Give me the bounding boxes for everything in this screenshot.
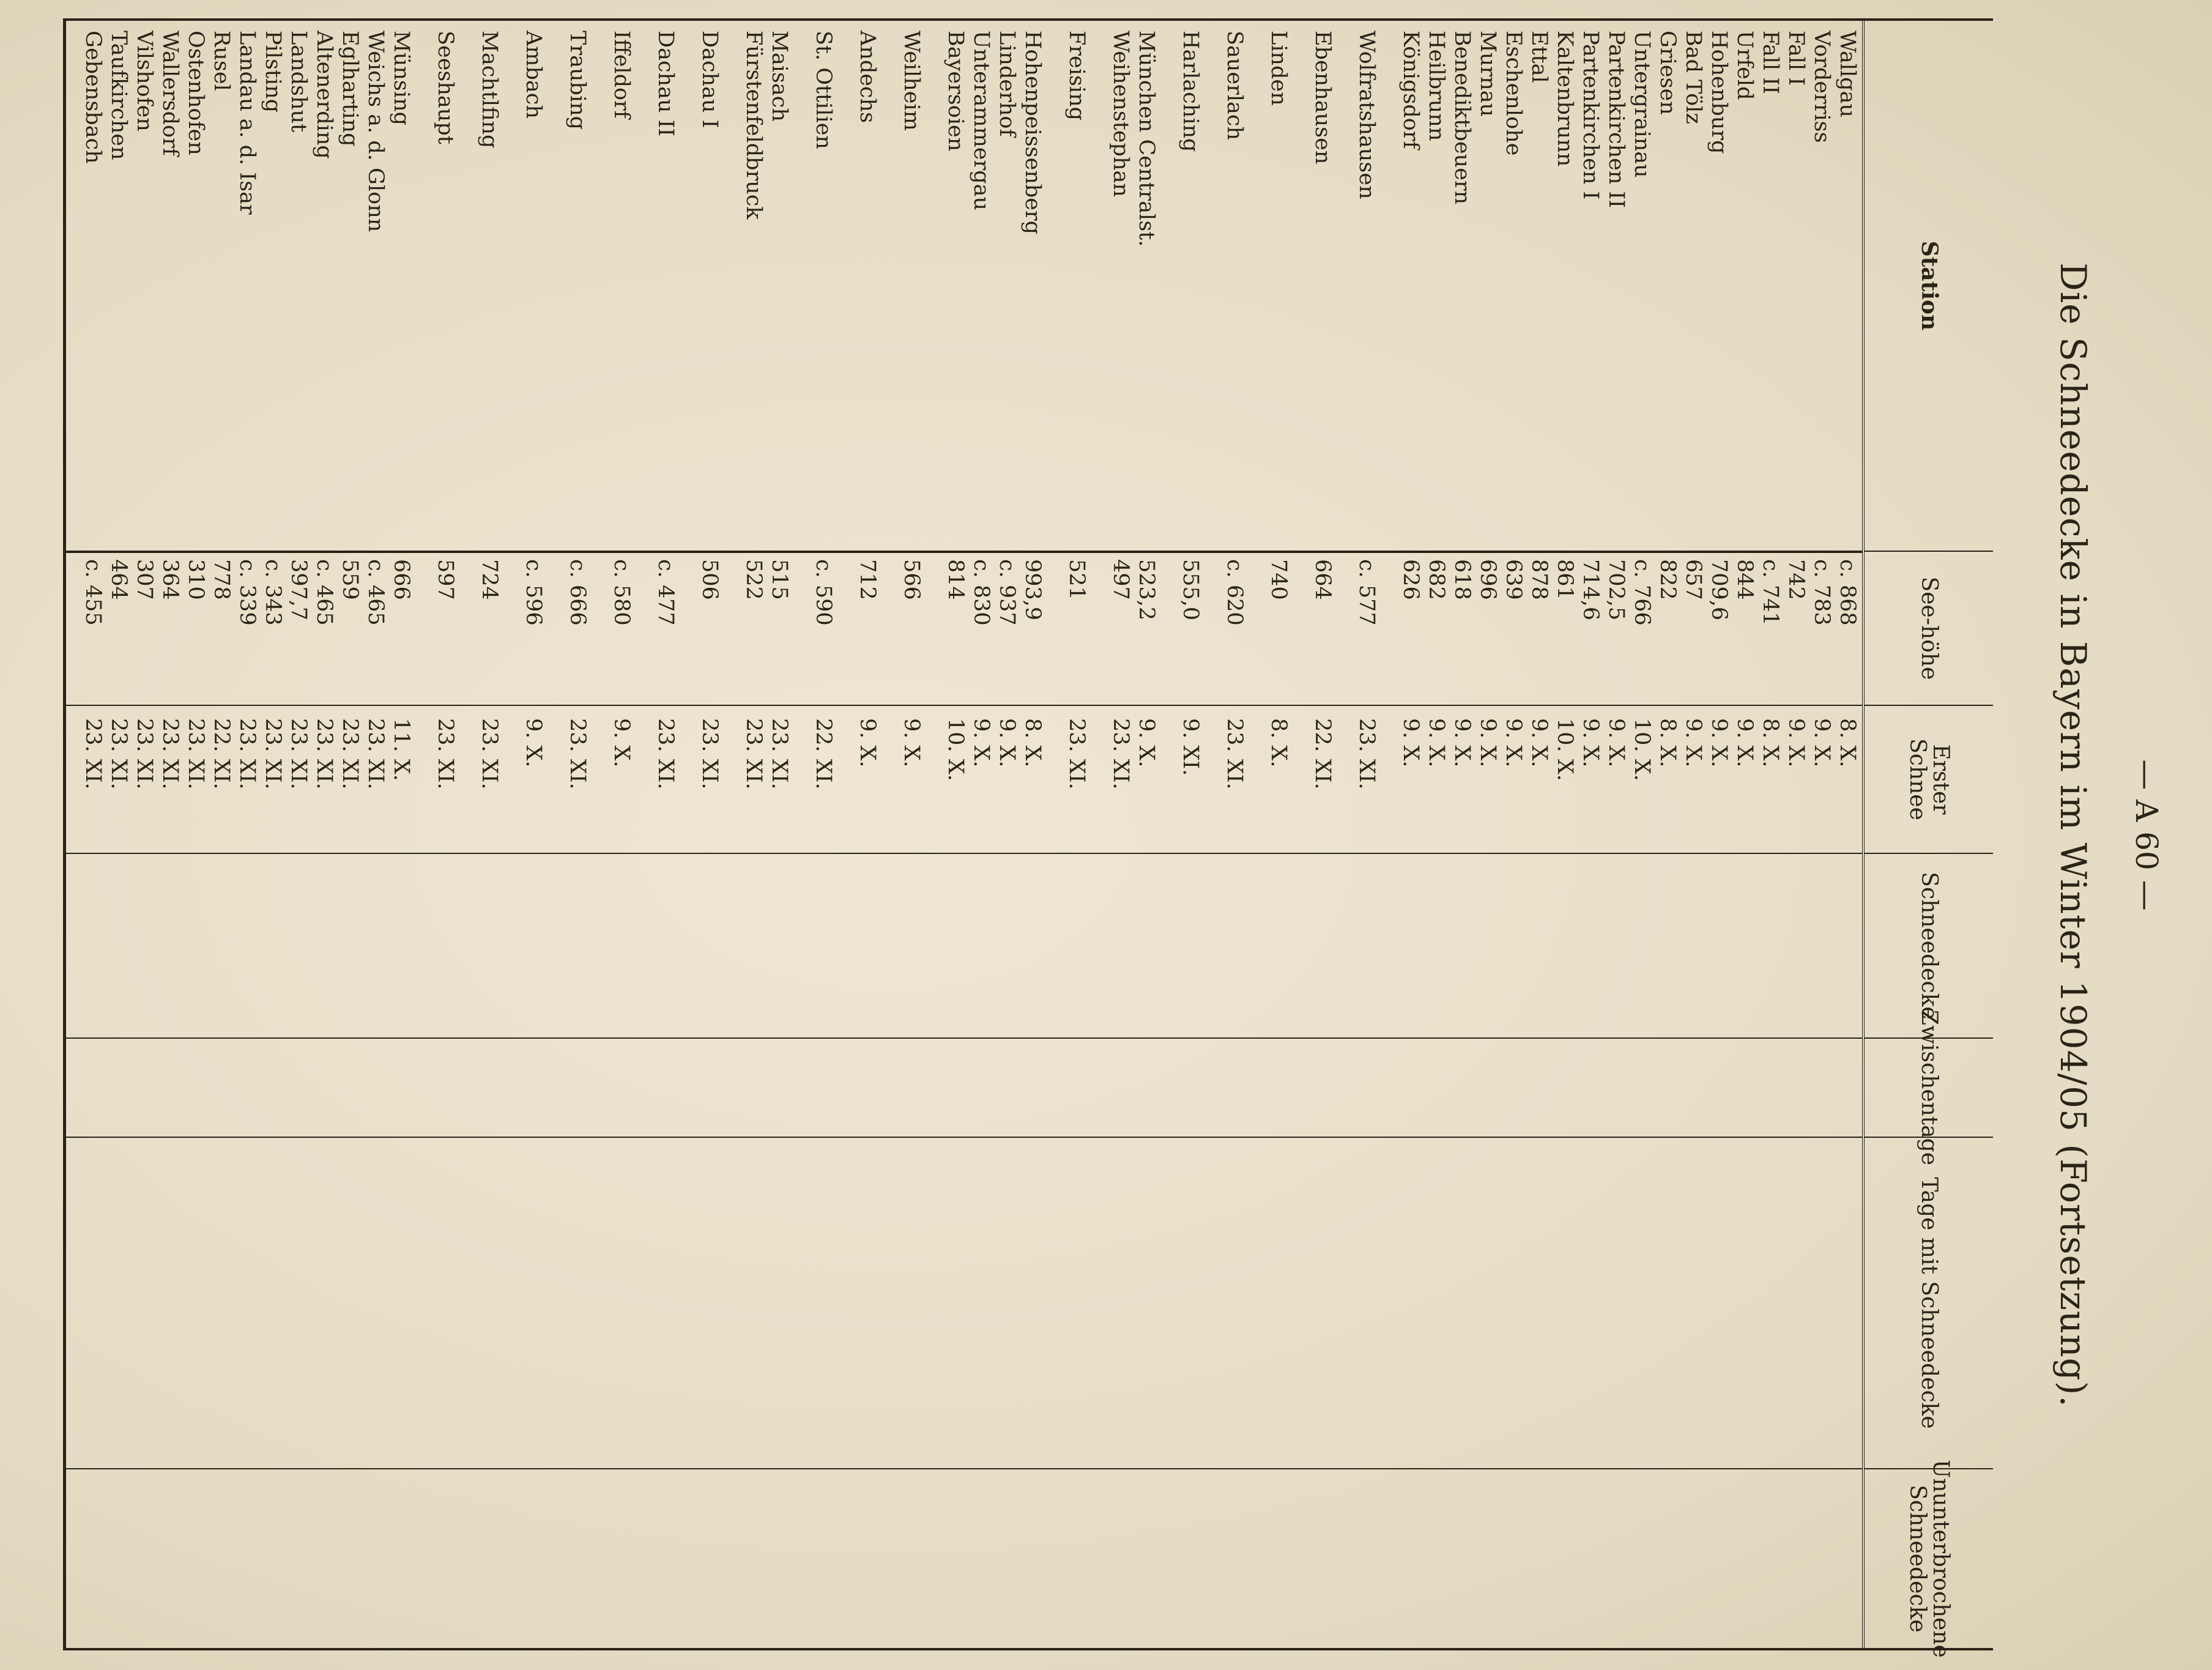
station-altitude: 639	[1501, 559, 1526, 600]
table-row	[900, 21, 926, 1648]
station-altitude: 464	[106, 559, 131, 600]
first-snow-date: 9. X.	[1732, 718, 1757, 768]
first-snow-date: 23. XI.	[433, 718, 458, 790]
table-row	[1759, 21, 1785, 1648]
first-snow-date: 9. X.	[1527, 718, 1551, 768]
station-altitude: c. 580	[609, 559, 634, 626]
station-name: Seeshaupt	[433, 31, 458, 144]
first-snow-date: 9. X.	[1784, 718, 1808, 768]
station-altitude: c. 465	[363, 559, 388, 626]
table-row	[262, 21, 288, 1648]
station-name: Landau a. d. Isar	[235, 31, 259, 215]
station-altitude: 559	[338, 559, 362, 600]
first-snow-date: 9. X.	[995, 718, 1019, 768]
station-name: Königsdorf	[1398, 31, 1423, 149]
first-snow-date: 10. X.	[943, 718, 968, 781]
station-name: Fall II	[1758, 31, 1783, 94]
station-name: Altenerding	[312, 31, 336, 159]
table-row	[504, 21, 522, 1648]
first-snow-date: 23. XI.	[184, 718, 208, 790]
header-uninterrupted: Ununterbrochene Schneedecke	[1905, 1460, 1953, 1658]
first-snow-date: 23. XI.	[286, 718, 311, 790]
table-row	[1249, 21, 1267, 1648]
table-row	[1605, 21, 1631, 1648]
station-altitude: 993,9	[1020, 559, 1045, 621]
table-body	[82, 21, 1862, 1648]
first-snow-date: 23. XI.	[338, 718, 362, 790]
table-row	[1631, 21, 1657, 1648]
station-altitude: 666	[389, 559, 414, 600]
table-row	[724, 21, 743, 1648]
first-snow-date: 9. X.	[855, 718, 880, 768]
station-name: Murnau	[1475, 31, 1500, 117]
table-row	[1223, 21, 1249, 1648]
station-name: Bayersoien	[943, 31, 968, 152]
table-row	[1425, 21, 1451, 1648]
table-row	[1554, 21, 1579, 1648]
table-row	[1267, 21, 1293, 1648]
first-snow-date: 9. X.	[1604, 718, 1628, 768]
table-row	[390, 21, 416, 1648]
header-snow-cover: Schneedecke	[1865, 854, 1993, 1039]
header-station: Station	[1865, 21, 1993, 552]
station-altitude: 657	[1681, 559, 1705, 600]
station-name: Vilshofen	[132, 31, 157, 132]
station-altitude: 702,5	[1604, 559, 1628, 621]
station-name: Weichs a. d. Glonn	[363, 31, 388, 232]
station-altitude: c. 339	[235, 559, 259, 626]
station-altitude: 682	[1424, 559, 1449, 600]
first-snow-date: 23. XI.	[158, 718, 182, 790]
station-name: Freising	[1064, 31, 1089, 121]
station-altitude: 714,6	[1578, 559, 1603, 621]
table-row	[1811, 21, 1836, 1648]
first-snow-date: 23. XI.	[235, 718, 259, 790]
station-name: Landshut	[286, 31, 311, 133]
table-row	[1657, 21, 1682, 1648]
first-snow-date: 9. X.	[1707, 718, 1731, 768]
station-name: Wallgau	[1835, 31, 1860, 117]
station-name: Griesen	[1655, 31, 1680, 115]
table-row	[236, 21, 262, 1648]
table-row	[768, 21, 794, 1648]
station-altitude: 626	[1398, 559, 1423, 600]
station-altitude: 696	[1475, 559, 1500, 600]
table-row	[856, 21, 882, 1648]
table-row	[1528, 21, 1554, 1648]
header-between-days: Zwischentage	[1865, 1039, 1993, 1138]
station-altitude: 397,7	[286, 559, 311, 621]
first-snow-date: 22. XI.	[209, 718, 234, 790]
station-name: St. Ottilien	[811, 31, 836, 149]
station-name: Dachau I	[697, 31, 722, 128]
station-altitude: 742	[1784, 559, 1808, 600]
first-snow-date: 23. XI.	[363, 718, 388, 790]
station-altitude: c. 868	[1835, 559, 1860, 626]
first-snow-date: 9. X.	[1424, 718, 1449, 768]
table-row	[365, 21, 390, 1648]
table-row	[1091, 21, 1110, 1648]
station-name: Dachau II	[653, 31, 678, 137]
table-row	[1110, 21, 1135, 1648]
table-row	[1356, 21, 1381, 1648]
table-row	[680, 21, 699, 1648]
first-snow-date: 23. XI.	[653, 718, 678, 790]
table-row	[1135, 21, 1161, 1648]
first-snow-date: 23. XI.	[312, 718, 336, 790]
station-altitude: c. 455	[81, 559, 105, 626]
table-row	[1179, 21, 1205, 1648]
station-altitude: 724	[477, 559, 502, 600]
page-number: — A 60 —	[2129, 759, 2164, 911]
station-name: Linderhof	[995, 31, 1019, 137]
first-snow-date: 9. X.	[1809, 718, 1834, 768]
table-row	[1785, 21, 1811, 1648]
first-snow-date: 23. XI.	[741, 718, 766, 790]
station-altitude: 778	[209, 559, 234, 600]
table-row	[636, 21, 655, 1648]
first-snow-date: 9. X.	[1681, 718, 1705, 768]
table-row	[1205, 21, 1223, 1648]
station-name: Wallersdorf	[158, 31, 182, 156]
table-row	[478, 21, 504, 1648]
header-altitude: See-höhe	[1865, 552, 1993, 706]
first-snow-date: 9. XI.	[1178, 718, 1203, 776]
table-row	[288, 21, 313, 1648]
table-row	[434, 21, 460, 1648]
station-altitude: c. 590	[811, 559, 836, 626]
first-snow-date: 23. XI.	[697, 718, 722, 790]
first-snow-date: 23. XI.	[1108, 718, 1133, 790]
station-name: Bad Tölz	[1681, 31, 1705, 124]
table-row	[945, 21, 970, 1648]
station-altitude: 307	[132, 559, 157, 600]
station-name: Untergrainau	[1630, 31, 1654, 178]
first-snow-date: 10. X.	[1630, 718, 1654, 781]
table-row	[108, 21, 133, 1648]
station-altitude: c. 666	[565, 559, 590, 626]
first-snow-date: 8. X.	[1020, 718, 1045, 768]
station-altitude: c. 937	[995, 559, 1019, 626]
station-name: Partenkirchen II	[1604, 31, 1628, 209]
station-altitude: c. 477	[653, 559, 678, 626]
first-snow-date: 23. XI.	[477, 718, 502, 790]
first-snow-date: 9. X.	[1398, 718, 1423, 768]
station-altitude: 618	[1450, 559, 1474, 600]
station-name: Pilsting	[261, 31, 285, 113]
station-name: Linden	[1266, 31, 1291, 106]
station-altitude: 878	[1527, 559, 1551, 600]
first-snow-date: 23. XI.	[1354, 718, 1379, 790]
station-altitude: c. 596	[521, 559, 546, 626]
table-row	[926, 21, 945, 1648]
first-snow-date: 23. XI.	[106, 718, 131, 790]
station-name: Gebensbach	[81, 31, 105, 164]
station-name: Andechs	[855, 31, 880, 124]
station-name: Fürstenfeldbruck	[741, 31, 766, 220]
table-row	[996, 21, 1022, 1648]
station-altitude: 822	[1655, 559, 1680, 600]
station-name: Ettal	[1527, 31, 1551, 83]
first-snow-date: 23. XI.	[1222, 718, 1247, 790]
table-row	[159, 21, 185, 1648]
station-name: Ebenhausen	[1310, 31, 1335, 165]
station-name: München Centralst.	[1134, 31, 1159, 247]
table-row	[566, 21, 592, 1648]
header-days-with-cover: Tage mit Schneedecke	[1865, 1138, 1993, 1469]
table-row	[1734, 21, 1759, 1648]
table-row	[1708, 21, 1734, 1648]
station-name: Taufkirchen	[106, 31, 131, 160]
station-altitude: 844	[1732, 559, 1757, 600]
station-name: Heilbrunn	[1424, 31, 1449, 141]
station-name: Hohenburg	[1707, 31, 1731, 154]
first-snow-date: 23. XI.	[81, 718, 105, 790]
station-altitude: c. 620	[1222, 559, 1247, 626]
station-altitude: 497	[1108, 559, 1133, 600]
first-snow-date: 23. XI.	[132, 718, 157, 790]
station-name: Unterammergau	[969, 31, 993, 211]
station-name: Iffeldorf	[609, 31, 634, 119]
table-row	[133, 21, 159, 1648]
table-row	[522, 21, 548, 1648]
table-row	[1047, 21, 1066, 1648]
station-name: Vorderriss	[1809, 31, 1834, 143]
table-row	[210, 21, 236, 1648]
station-altitude: 506	[697, 559, 722, 600]
station-altitude: c. 783	[1809, 559, 1834, 626]
table-row	[882, 21, 900, 1648]
header-first-snow: Erster Schnee	[1865, 706, 1993, 854]
first-snow-date: 23. XI.	[261, 718, 285, 790]
station-name: Rusel	[209, 31, 234, 91]
table-row	[339, 21, 365, 1648]
station-name: Eschenlohe	[1501, 31, 1526, 156]
station-altitude: 597	[433, 559, 458, 600]
table-row	[1400, 21, 1425, 1648]
table-row	[655, 21, 680, 1648]
table-row	[1451, 21, 1477, 1648]
station-name: Partenkirchen I	[1578, 31, 1603, 200]
table-row	[812, 21, 838, 1648]
station-name: Eglharting	[338, 31, 362, 147]
station-name: Maisach	[767, 31, 792, 122]
station-name: Münsing	[389, 31, 414, 126]
first-snow-date: 22. XI.	[1310, 718, 1335, 790]
table-row	[82, 21, 108, 1648]
table-row	[416, 21, 434, 1648]
first-snow-date: 9. X.	[899, 718, 924, 768]
station-altitude: 566	[899, 559, 924, 600]
table-row	[794, 21, 812, 1648]
table-row	[1312, 21, 1337, 1648]
station-altitude: 521	[1064, 559, 1089, 600]
first-snow-date: 8. X.	[1758, 718, 1783, 768]
station-altitude: c. 766	[1630, 559, 1654, 626]
station-name: Ostenhofen	[184, 31, 208, 155]
first-snow-date: 8. X.	[1266, 718, 1291, 768]
station-name: Benediktbeuern	[1450, 31, 1474, 205]
table-row	[743, 21, 768, 1648]
station-altitude: c. 465	[312, 559, 336, 626]
station-altitude: 861	[1553, 559, 1577, 600]
station-altitude: 364	[158, 559, 182, 600]
first-snow-date: 23. XI.	[1064, 718, 1089, 790]
station-altitude: c. 577	[1354, 559, 1379, 626]
station-altitude: 814	[943, 559, 968, 600]
first-snow-date: 23. XI.	[565, 718, 590, 790]
station-name: Hohenpeissenberg	[1020, 31, 1045, 235]
snow-cover-table	[63, 18, 1993, 1658]
table-row	[1293, 21, 1312, 1648]
station-name: Kaltenbrunn	[1553, 31, 1577, 167]
table-row	[1682, 21, 1708, 1648]
first-snow-date: 9. X.	[1134, 718, 1159, 768]
station-name: Machtlfing	[477, 31, 502, 149]
table-row	[460, 21, 478, 1648]
station-altitude: 310	[184, 559, 208, 600]
first-snow-date: 22. XI.	[811, 718, 836, 790]
table-row	[1161, 21, 1179, 1648]
table-row	[1502, 21, 1528, 1648]
table-header	[1862, 21, 1993, 1658]
first-snow-date: 8. X.	[1835, 718, 1860, 768]
station-name: Weihenstephan	[1108, 31, 1133, 197]
first-snow-date: 9. X.	[609, 718, 634, 768]
table-row	[1579, 21, 1605, 1648]
station-name: Harlaching	[1178, 31, 1203, 152]
station-altitude: 523,2	[1134, 559, 1159, 621]
first-snow-date: 9. X.	[1475, 718, 1500, 768]
table-row	[611, 21, 636, 1648]
table-row	[699, 21, 724, 1648]
first-snow-date: 9. X.	[1501, 718, 1526, 768]
station-altitude: 555,0	[1178, 559, 1203, 621]
table-row	[1836, 21, 1862, 1648]
first-snow-date: 23. XI.	[767, 718, 792, 790]
station-altitude: 709,6	[1707, 559, 1731, 621]
table-row	[1022, 21, 1047, 1648]
table-row	[970, 21, 996, 1648]
station-name: Traubing	[565, 31, 590, 130]
table-row	[592, 21, 611, 1648]
table-row	[313, 21, 339, 1648]
station-altitude: 712	[855, 559, 880, 600]
table-row	[1337, 21, 1356, 1648]
station-name: Ambach	[521, 31, 546, 119]
station-altitude: c. 830	[969, 559, 993, 626]
station-name: Urfeld	[1732, 31, 1757, 100]
station-altitude: 515	[767, 559, 792, 600]
station-name: Fall I	[1784, 31, 1808, 86]
table-row	[838, 21, 856, 1648]
station-altitude: 740	[1266, 559, 1291, 600]
station-name: Weilheim	[899, 31, 924, 131]
first-snow-date: 9. X.	[1450, 718, 1474, 768]
station-altitude: 522	[741, 559, 766, 600]
rotated-sheet	[29, 12, 2170, 1658]
first-snow-date: 9. X.	[521, 718, 546, 768]
station-name: Wolfratshausen	[1354, 31, 1379, 199]
station-altitude: c. 343	[261, 559, 285, 626]
table-row	[1066, 21, 1091, 1648]
station-altitude: c. 741	[1758, 559, 1783, 626]
station-name: Sauerlach	[1222, 31, 1247, 141]
table-row	[1477, 21, 1502, 1648]
first-snow-date: 9. X.	[969, 718, 993, 768]
station-altitude: 664	[1310, 559, 1335, 600]
table-row	[548, 21, 566, 1648]
page-title: Die Schneedecke in Bayern im Winter 1904/05 (Fortsetzung).	[2052, 262, 2094, 1408]
first-snow-date: 10. X.	[1553, 718, 1577, 781]
first-snow-date: 8. X.	[1655, 718, 1680, 768]
first-snow-date: 9. X.	[1578, 718, 1603, 768]
table-row	[1381, 21, 1400, 1648]
table-row	[185, 21, 210, 1648]
first-snow-date: 11. X.	[389, 718, 414, 781]
